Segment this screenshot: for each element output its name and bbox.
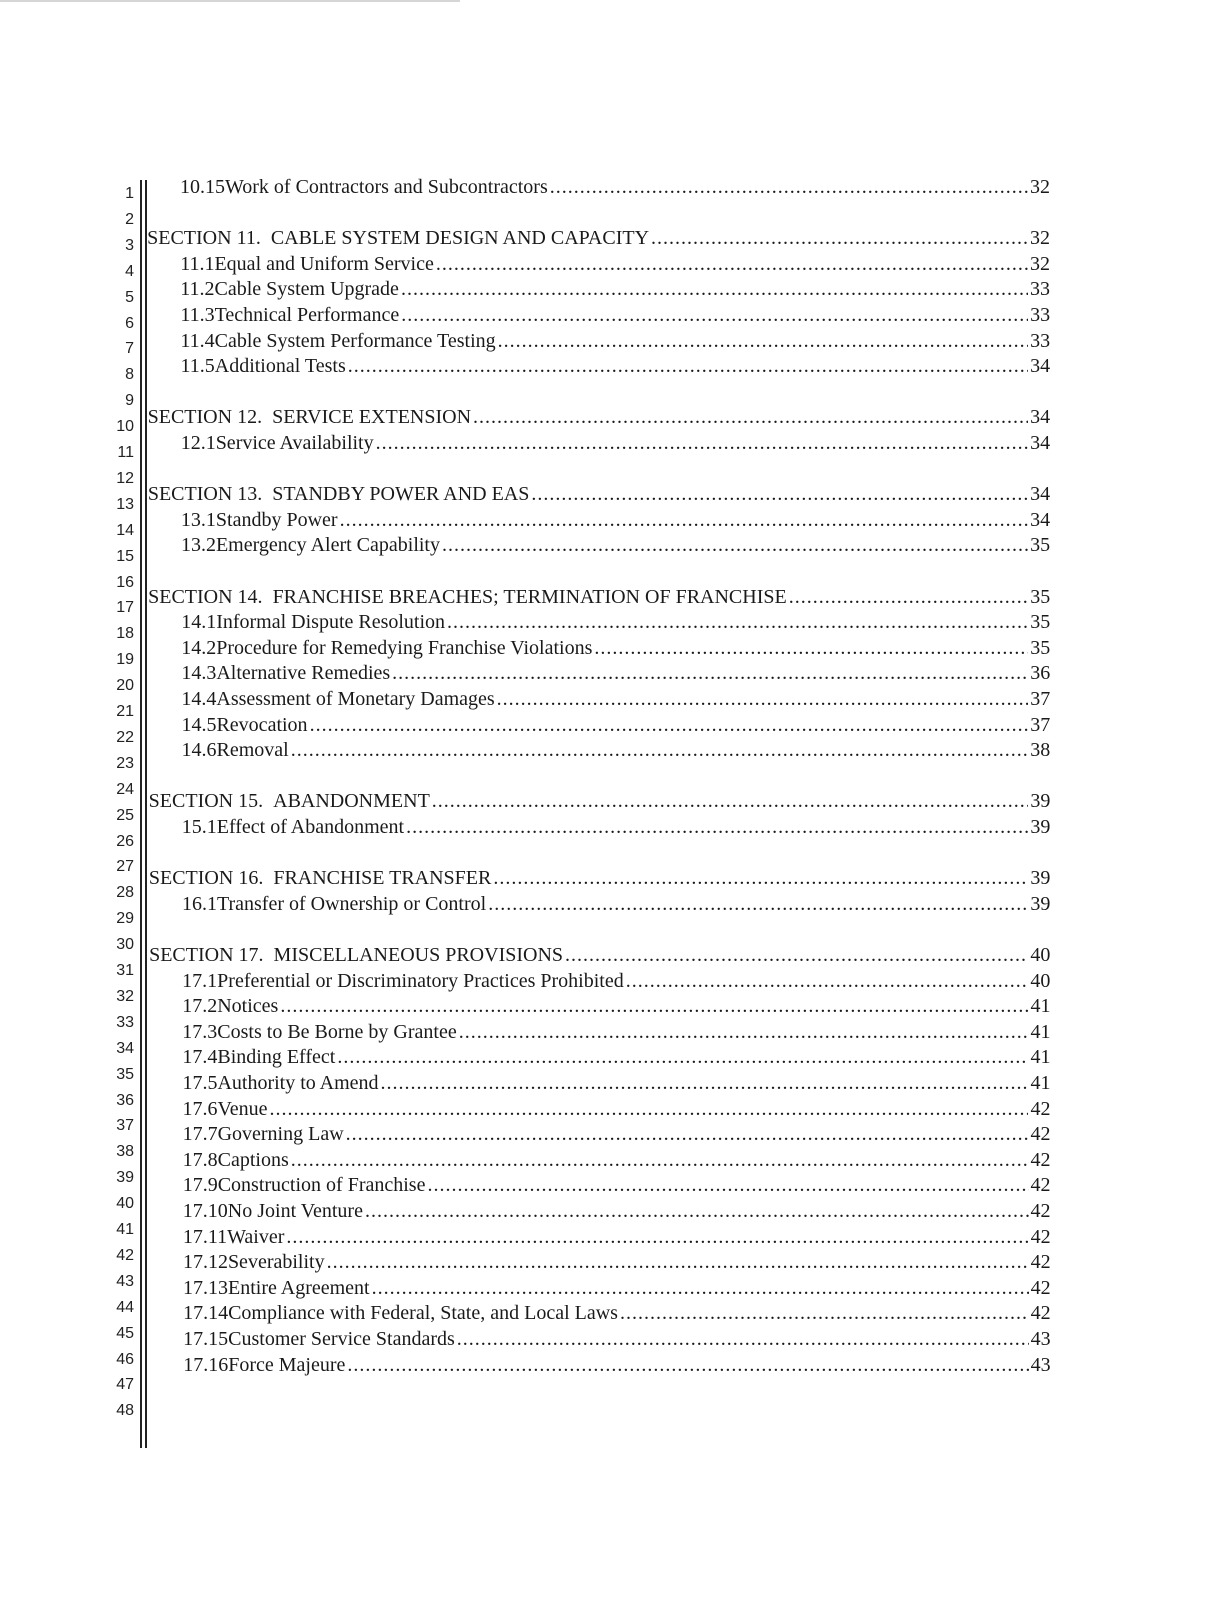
section-label: SECTION 16. [148,867,264,890]
line-number: 14 [116,521,134,539]
dot-leader [550,175,1028,199]
dot-leader [626,969,1029,993]
page-number: 42 [1030,1123,1051,1146]
line-number: 20 [116,677,134,695]
line-number: 33 [116,1013,134,1031]
entry-title: Emergency Alert Capability [215,534,440,557]
dot-leader [346,1122,1029,1146]
toc-entry [182,892,1050,916]
entry-number: 11.4 [180,329,215,352]
dot-leader [651,226,1028,250]
page-number: 37 [1030,713,1051,736]
toc-entry [183,1225,1051,1249]
line-number: 9 [125,392,134,410]
margin-rule-right [145,180,147,1448]
entry-title: Informal Dispute Resolution [216,611,446,634]
page-number: 34 [1030,406,1051,429]
dot-leader [498,329,1028,353]
dot-leader [381,1071,1029,1095]
page-number: 33 [1030,304,1051,326]
entry-title: Effect of Abandonment [216,816,405,838]
toc-entry [183,1250,1051,1274]
entry-title: Governing Law [217,1123,344,1146]
toc-entry [183,1148,1051,1172]
entry-title: Waiver [227,1225,285,1248]
page-number: 42 [1030,1097,1051,1120]
dot-leader [459,1020,1029,1044]
page-number: 32 [1030,227,1050,250]
entry-number: 12.1 [180,432,216,454]
dot-leader [473,405,1028,429]
page-number: 42 [1030,1225,1051,1248]
toc-section-heading [148,405,1050,429]
page-number: 37 [1030,688,1051,710]
entry-number: 15.1 [181,816,217,838]
section-label: SECTION 13. [147,483,263,506]
dot-leader [457,1327,1029,1351]
toc-entry [182,1045,1050,1069]
entry-number: 17.1 [182,969,218,992]
line-number: 21 [116,703,134,720]
entry-title: Transfer of Ownership or Control [216,892,487,915]
entry-title: Cable System Upgrade [214,278,399,301]
entry-number: 17.15 [183,1328,229,1350]
line-number: 11 [117,444,134,461]
dot-leader [789,585,1029,609]
line-number: 7 [125,340,134,358]
page-number: 35 [1030,611,1051,634]
entry-number: 17.16 [183,1353,229,1376]
line-number: 2 [125,210,134,228]
page-number: 33 [1030,329,1051,352]
page-number: 42 [1030,1276,1051,1299]
toc-entry [180,252,1050,276]
entry-number: 13.2 [180,534,216,557]
line-number: 37 [116,1117,134,1135]
toc-entry [183,1097,1051,1121]
entry-title: Compliance with Federal, State, and Local Laws [228,1302,618,1325]
dot-leader [291,738,1029,762]
toc-entry [181,687,1050,711]
dot-leader [280,994,1028,1018]
entry-title: FRANCHISE BREACHES; TERMINATION OF FRANCHISE [272,585,787,608]
entry-title: SERVICE EXTENSION [272,406,472,429]
line-number: 29 [116,910,134,928]
entry-number: 17.5 [182,1072,218,1094]
line-number: 25 [116,806,134,824]
toc-entry [181,636,1050,660]
dot-leader [620,1301,1029,1325]
entry-title: Technical Performance [214,304,400,326]
dot-leader [348,354,1028,378]
entry-number: 17.7 [182,1123,218,1146]
page-number: 41 [1030,995,1051,1018]
entry-title: Standby Power [215,508,338,531]
dot-leader [447,610,1028,634]
line-number: 6 [125,314,134,332]
entry-number: 17.12 [182,1251,228,1274]
dot-leader [427,1173,1028,1197]
toc-section-heading [148,482,1050,506]
toc-entry [182,969,1050,993]
entry-number: 14.3 [181,662,217,685]
entry-title: MISCELLANEOUS PROVISIONS [273,944,564,966]
line-number: 46 [116,1350,134,1368]
page-number: 41 [1030,1046,1051,1069]
line-number: 38 [116,1143,134,1161]
dot-leader [347,1353,1028,1377]
toc-entry [181,508,1050,532]
line-number: 3 [125,236,134,254]
line-number: 43 [116,1272,134,1290]
toc-entry [181,610,1050,634]
entry-number: 17.13 [183,1276,228,1299]
entry-title: Procedure for Remedying Franchise Violations [216,636,593,659]
line-number: 28 [116,884,134,902]
dot-leader [488,892,1028,916]
entry-title: FRANCHISE TRANSFER [273,867,492,890]
toc-entry [182,1071,1050,1095]
entry-number: 10.15 [180,176,225,198]
line-number: 1 [125,185,134,202]
line-number: 15 [116,547,134,565]
entry-title: Revocation [216,713,308,736]
entry-title: Removal [216,739,289,762]
line-number: 30 [116,936,134,954]
line-number: 8 [125,366,134,384]
toc-entry [181,533,1050,557]
dot-leader [327,1250,1029,1274]
toc-section-heading [148,585,1050,609]
toc-entry [180,277,1050,301]
dot-leader [286,1225,1028,1249]
dot-leader [401,303,1028,327]
line-number: 44 [116,1298,134,1316]
dot-leader [365,1199,1029,1223]
line-number: 18 [116,625,134,643]
toc-entry [181,713,1050,737]
toc-entry [183,1173,1051,1197]
page-number: 42 [1030,1302,1051,1325]
section-label: SECTION 15. [148,790,264,813]
entry-title: Alternative Remedies [216,662,391,685]
margin-rule-left [140,180,142,1448]
entry-title: Construction of Franchise [217,1174,426,1197]
entry-title: No Joint Venture [227,1200,363,1222]
line-number: 5 [125,288,134,306]
page-number: 32 [1030,252,1051,275]
page-number: 43 [1030,1353,1051,1376]
page-number: 42 [1030,1251,1051,1274]
page-number: 36 [1030,662,1051,685]
toc-entry [183,1122,1051,1146]
line-number: 34 [116,1039,134,1057]
dot-leader [337,1045,1028,1069]
entry-title: Entire Agreement [228,1276,370,1299]
dot-leader [531,482,1028,506]
dot-leader [565,943,1028,967]
entry-number: 14.2 [181,636,217,659]
entry-title: STANDBY POWER AND EAS [272,483,530,506]
line-number: 36 [116,1091,134,1109]
line-number: 24 [116,780,134,798]
section-label: SECTION 17. [149,944,264,966]
page-number: 39 [1030,790,1051,813]
toc-entry [183,1353,1050,1377]
dot-leader [497,687,1029,711]
page-number: 41 [1030,1020,1051,1043]
toc-entry [180,175,1050,199]
line-number: 17 [116,599,134,617]
line-number: 27 [116,858,134,876]
entry-title: Customer Service Standards [228,1328,455,1350]
entry-number: 17.6 [182,1097,218,1120]
entry-title: ABANDONMENT [273,790,430,813]
dot-leader [594,636,1028,660]
page-number: 34 [1030,483,1051,506]
page-number: 42 [1030,1174,1051,1197]
toc-entry [182,994,1050,1018]
line-number: 26 [116,832,134,850]
dot-leader [432,789,1029,813]
toc-entry [181,661,1050,685]
line-number: 13 [116,495,134,513]
entry-title: Venue [217,1097,268,1120]
line-number: 42 [116,1246,134,1264]
entry-title: Force Majeure [228,1353,346,1376]
page-number: 38 [1030,739,1051,762]
page-number: 34 [1030,432,1051,454]
page-number: 40 [1030,944,1051,966]
entry-number: 17.8 [182,1148,218,1171]
dot-leader [442,533,1028,557]
toc-section-heading [149,943,1050,967]
dot-leader [310,713,1029,737]
page-number: 43 [1030,1328,1051,1350]
toc-entry [183,1301,1051,1325]
section-label: SECTION 14. [148,585,263,608]
toc-entry [181,431,1050,455]
dot-leader [372,1276,1029,1300]
entry-title: Binding Effect [217,1046,336,1069]
entry-number: 14.5 [181,713,217,736]
entry-number: 17.9 [182,1174,218,1197]
line-number: 22 [116,728,134,746]
line-number: 16 [116,573,134,591]
page-number: 39 [1030,816,1051,838]
line-number: 39 [116,1169,134,1187]
line-number: 35 [116,1065,134,1083]
section-label: SECTION 11. [147,227,261,250]
toc-entry [182,1020,1050,1044]
line-number: 31 [116,962,134,979]
entry-number: 14.6 [181,739,217,762]
dot-leader [376,431,1029,455]
entry-number: 14.4 [181,688,217,710]
entry-number: 17.10 [182,1200,228,1222]
entry-title: Authority to Amend [217,1072,379,1094]
dot-leader [392,661,1028,685]
dot-leader [340,508,1029,532]
line-number: 40 [116,1195,134,1213]
page-number: 40 [1030,969,1051,992]
page-number: 39 [1030,867,1051,890]
line-number: 41 [116,1221,134,1238]
toc-entry [183,1199,1051,1223]
dot-leader [291,1148,1029,1172]
entry-number: 14.1 [181,611,217,634]
entry-title: Notices [217,995,279,1018]
dot-leader [493,866,1028,890]
toc-entry [182,815,1051,839]
line-number: 10 [116,418,134,436]
entry-number: 11.5 [180,355,215,378]
entry-title: Cable System Performance Testing [214,329,496,352]
entry-number: 16.1 [181,892,217,915]
toc-entry [182,738,1051,762]
dot-leader [270,1097,1029,1121]
page-number: 42 [1030,1200,1051,1222]
entry-number: 11.3 [180,304,215,326]
toc-entry [180,303,1050,327]
entry-number: 11.1 [180,252,215,275]
line-number: 23 [116,754,134,772]
entry-title: Costs to Be Borne by Grantee [217,1020,457,1043]
entry-number: 17.11 [182,1225,228,1248]
page-number: 41 [1030,1072,1051,1094]
entry-title: Additional Tests [214,355,346,378]
entry-number: 17.3 [182,1020,218,1043]
entry-title: Service Availability [215,432,374,454]
page-number: 42 [1030,1148,1051,1171]
line-number: 45 [116,1324,134,1342]
toc-section-heading [149,866,1050,890]
entry-title: Preferential or Discriminatory Practices Prohibited [217,969,624,992]
page-number: 34 [1030,355,1051,378]
line-number: 48 [116,1402,134,1420]
dot-leader [401,277,1028,301]
section-label: SECTION 12. [147,406,263,429]
entry-number: 17.14 [183,1302,229,1325]
entry-title: Captions [217,1148,289,1171]
dot-leader [406,815,1028,839]
entry-number: 13.1 [180,508,216,531]
entry-title: CABLE SYSTEM DESIGN AND CAPACITY [270,227,650,250]
entry-title: Severability [227,1251,325,1274]
entry-title: Assessment of Monetary Damages [216,688,495,710]
page-number: 39 [1030,892,1051,915]
entry-title: Equal and Uniform Service [214,252,434,275]
toc-section-heading [149,789,1051,813]
toc-section-heading [147,226,1050,250]
entry-title: Work of Contractors and Subcontractors [225,176,548,198]
toc-entry [183,1276,1051,1300]
dot-leader [436,252,1028,276]
toc-entry [180,354,1050,378]
page-number: 33 [1030,278,1051,301]
page-number: 32 [1030,176,1050,198]
entry-number: 11.2 [180,278,215,301]
page-number: 35 [1030,534,1051,557]
page-number: 35 [1030,636,1051,659]
entry-number: 17.2 [182,995,218,1018]
line-number: 32 [116,987,134,1005]
line-number: 12 [116,469,134,487]
toc-entry [180,329,1050,353]
entry-number: 17.4 [182,1046,218,1069]
page-number: 35 [1030,585,1051,608]
line-number: 47 [116,1376,134,1394]
scan-edge-mark [0,0,460,2]
toc-entry [183,1327,1050,1351]
page-number: 34 [1030,508,1051,531]
line-number: 4 [125,262,134,280]
line-number: 19 [116,651,134,669]
